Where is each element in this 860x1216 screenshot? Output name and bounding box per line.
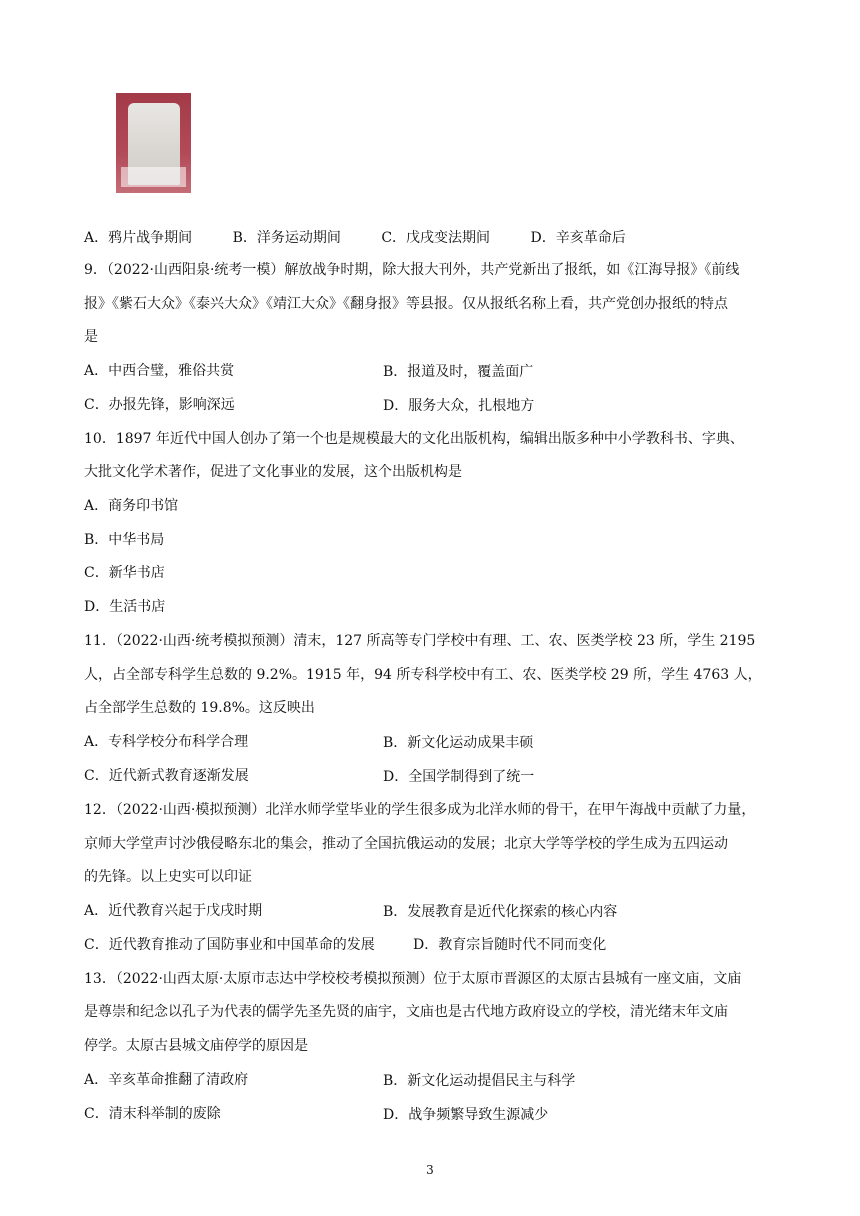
q11-stem-line: 人，占全部专科学生总数的 9.2%。1915 年，94 所专科学校中有工、农、医类学校 29 所，学生 4763 人，	[84, 667, 762, 683]
q11-option-d: D．全国学制得到了统一	[383, 769, 535, 785]
q10-option-a: A．商务印书馆	[84, 498, 179, 514]
q12-stem-line: 12．（2022·山西·模拟预测）北洋水师学堂毕业的学生很多成为北洋水师的骨干，在甲午海战中贡献了力量，	[84, 802, 756, 818]
q10-option-b: B．中华书局	[84, 532, 165, 548]
q10-option-d: D．生活书店	[84, 599, 166, 615]
q11-stem-line: 11．（2022·山西·统考模拟预测）清末，127 所高等专门学校中有理、工、农、医类学校 23 所，学生 2195	[84, 633, 756, 649]
q11-option-c: C．近代新式教育逐渐发展	[84, 768, 249, 784]
q8-option-c: C．戊戌变法期间	[381, 230, 491, 246]
q9-stem-line: 报》《紫石大众》《泰兴大众》《靖江大众》《翻身报》等县报。仅从报纸名称上看，共产党创办报纸的特点	[84, 296, 728, 312]
q8-option-a: A．鸦片战争期间	[84, 230, 193, 246]
q9-option-c: C．办报先锋，影响深远	[84, 397, 235, 413]
q9-option-b: B．报道及时，覆盖面广	[383, 364, 534, 380]
q13-option-b: B．新文化运动提倡民主与科学	[383, 1073, 576, 1089]
q10-stem-line: 10．1897 年近代中国人创办了第一个也是规模最大的文化出版机构，编辑出版多种中小学教科书、字典、	[84, 431, 744, 447]
q12-stem-line: 的先锋。以上史实可以印证	[84, 869, 252, 885]
q11-option-b: B．新文化运动成果丰硕	[383, 735, 534, 751]
q13-option-c: C．清末科举制的废除	[84, 1106, 221, 1122]
q8-option-d: D．辛亥革命后	[530, 230, 626, 246]
q8-options	[84, 227, 662, 247]
display-base	[121, 167, 186, 187]
q13-option-a: A．辛亥革命推翻了清政府	[84, 1072, 249, 1088]
q9-stem-line: 9．（2022·山西阳泉·统考一模）解放战争时期，除大报大刊外，共产党新出了报纸，如《江海导报》《前线	[84, 262, 740, 278]
q12-option-c: C．近代教育推动了国防事业和中国革命的发展	[84, 937, 375, 953]
q13-option-d: D．战争频繁导致生源减少	[383, 1107, 549, 1123]
q9-option-a: A．中西合璧，雅俗共赏	[84, 363, 235, 379]
q10-option-c: C．新华书店	[84, 565, 165, 581]
q13-stem-line: 13．（2022·山西太原·太原市志达中学校校考模拟预测）位于太原市晋源区的太原古县城有一座文庙，文庙	[84, 971, 742, 987]
q12-option-a: A．近代教育兴起于戊戌时期	[84, 903, 263, 919]
q11-option-a: A．专科学校分布科学合理	[84, 734, 249, 750]
q9-stem-line: 是	[84, 329, 98, 345]
page-number: 3	[426, 1163, 434, 1177]
coat-photo	[116, 93, 191, 193]
q13-stem-line: 是尊崇和纪念以孔子为代表的儒学先圣先贤的庙宇，文庙也是古代地方政府设立的学校，清光绪末年文庙	[84, 1004, 728, 1020]
q12-option-d: D．教育宗旨随时代不同而变化	[413, 937, 607, 953]
q11-stem-line: 占全部学生总数的 19.8%。这反映出	[84, 700, 315, 716]
q13-stem-line: 停学。太原古县城文庙停学的原因是	[84, 1038, 308, 1054]
q12-stem-line: 京师大学堂声讨沙俄侵略东北的集会，推动了全国抗俄运动的发展；北京大学等学校的学生成为五四运动	[84, 836, 728, 852]
q8-option-b: B．洋务运动期间	[232, 230, 341, 246]
q9-option-d: D．服务大众，扎根地方	[383, 398, 535, 414]
q12-option-b: B．发展教育是近代化探索的核心内容	[383, 904, 618, 920]
q10-stem-line: 大批文化学术著作，促进了文化事业的发展，这个出版机构是	[84, 464, 462, 480]
